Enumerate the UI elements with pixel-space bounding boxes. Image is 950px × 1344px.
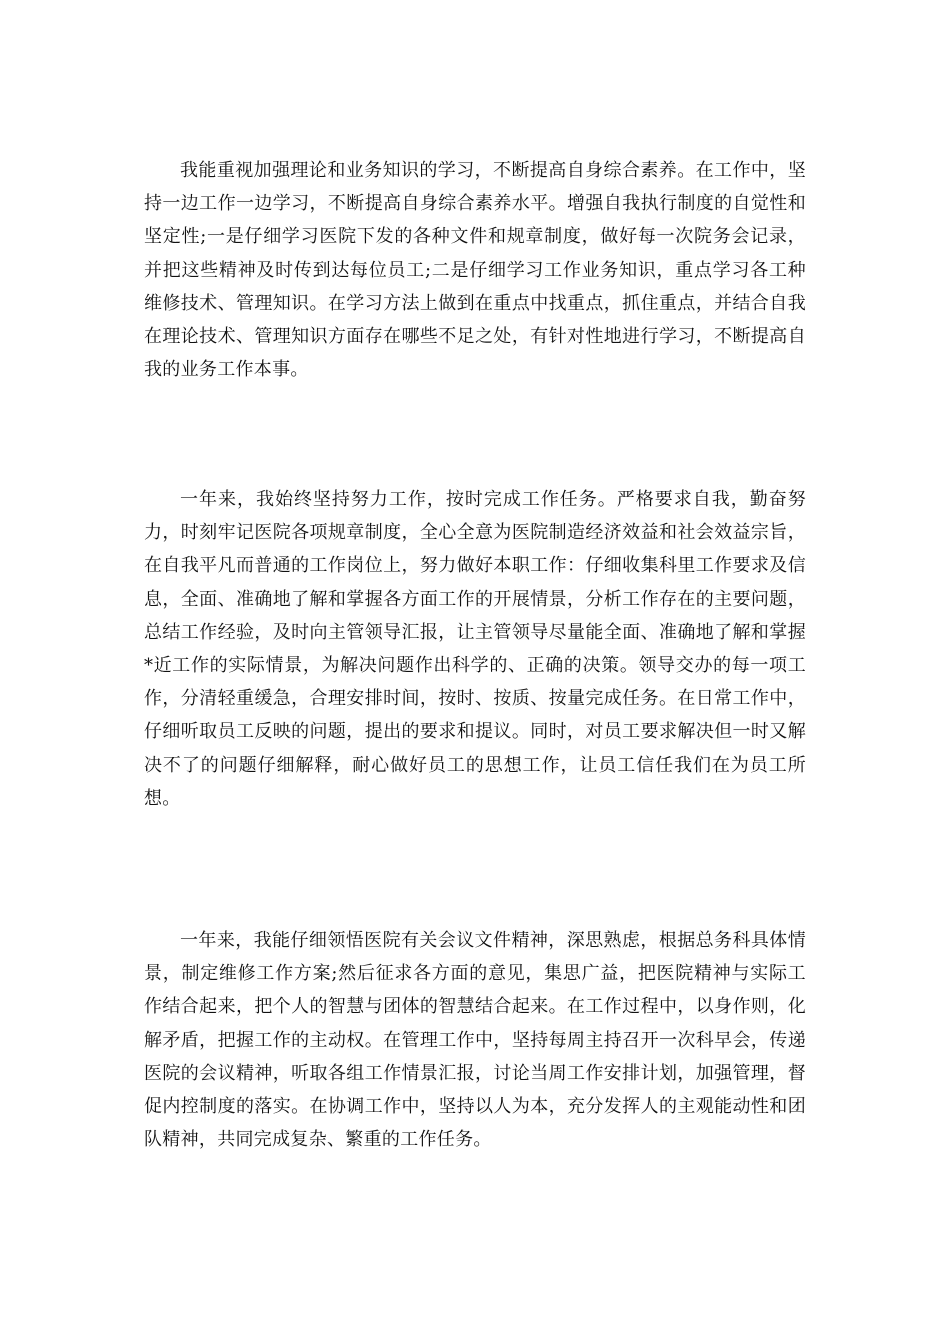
paragraph-work-duties: 一年来，我始终坚持努力工作，按时完成工作任务。严格要求自我，勤奋努力，时刻牢记医院各项规章制度，全心全意为医院制造经济效益和社会效益宗旨，在自我平凡而普通的工作岗位上，努力做好本职工作：仔细收集科里工作要求及信息，全面、准确地了解和掌握各方面工作的开展情景，分析工作存在的主要问题，总结工作经验，及时向主管领导汇报，让主管领导尽量能全面、准确地了解和掌握*近工作的实际情景，为解决问题作出科学的、正确的决策。领导交办的每一项工作，分清轻重缓急，合理安排时间，按时、按质、按量完成任务。在日常工作中，仔细听取员工反映的问题，提出的要求和提议。同时，对员工要求解决但一时又解决不了的问题仔细解释，耐心做好员工的思想工作，让员工信任我们在为员工所想。 [144,489,806,809]
paragraph-study: 我能重视加强理论和业务知识的学习，不断提高自身综合素养。在工作中，坚持一边工作一边学习，不断提高自身综合素养水平。增强自我执行制度的自觉性和坚定性;一是仔细学习医院下发的各种文件和规章制度，做好每一次院务会记录，并把这些精神及时传到达每位员工;二是仔细学习工作业务知识，重点学习各工种维修技术、管理知识。在学习方法上做到在重点中找重点，抓住重点，并结合自我在理论技术、管理知识方面存在哪些不足之处，有针对性地进行学习，不断提高自我的业务工作本事。 [144,160,806,381]
paragraph-management: 一年来，我能仔细领悟医院有关会议文件精神，深思熟虑，根据总务科具体情景，制定维修工作方案;然后征求各方面的意见，集思广益，把医院精神与实际工作结合起来，把个人的智慧与团体的智慧结合起来。在工作过程中，以身作则，化解矛盾，把握工作的主动权。在管理工作中，坚持每周主持召开一次科早会，传递医院的会议精神，听取各组工作情景汇报，讨论当周工作安排计划，加强管理，督促内控制度的落实。在协调工作中，坚持以人为本，充分发挥人的主观能动性和团队精神，共同完成复杂、繁重的工作任务。 [144,930,806,1151]
